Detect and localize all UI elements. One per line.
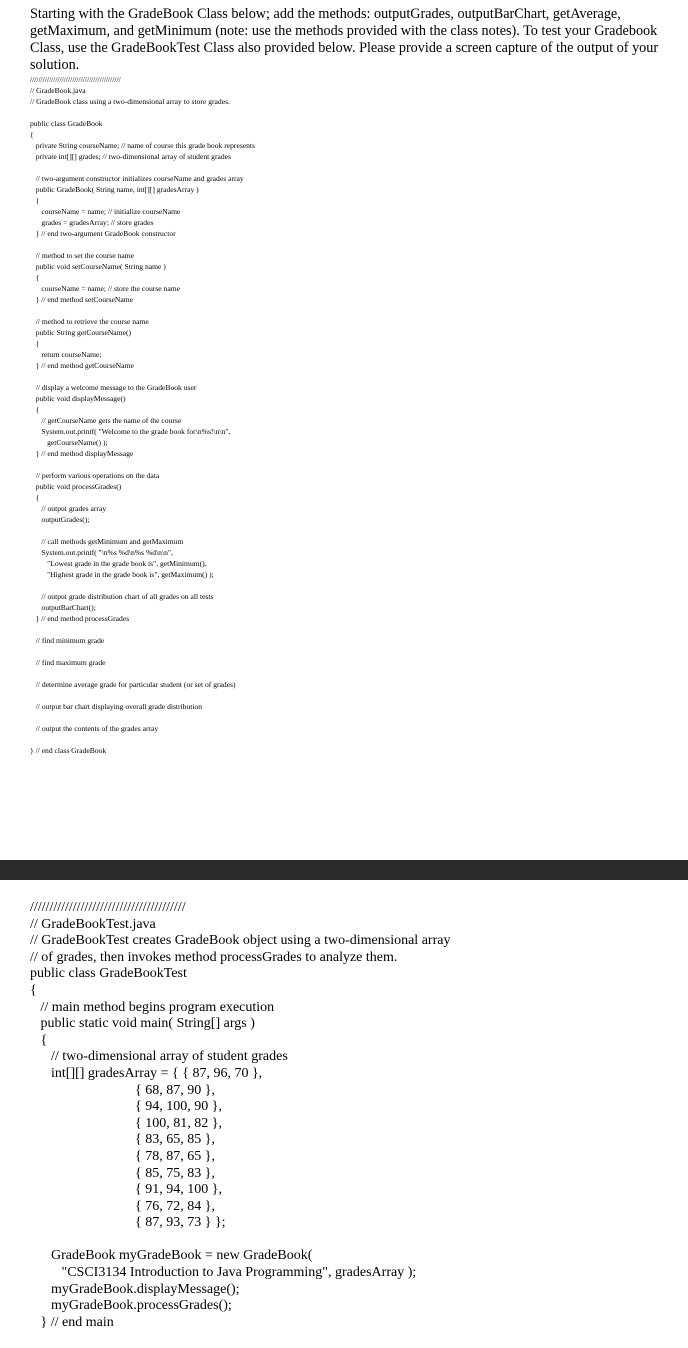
code-line [30,712,255,723]
code-line: { [30,130,34,139]
code-line: // output the contents of the grades array [30,724,159,733]
code-line: "Lowest grade in the grade book is", getMinimum(), [30,559,207,568]
code-line: // GradeBook.java [30,86,86,95]
code-line: public String getCourseName() [30,328,132,337]
code-line: System.out.printf( "\n%s %d\n%s %d\n\n", [30,548,173,557]
code-line [30,305,255,316]
code-line: // GradeBookTest creates GradeBook object using a two-dimensional array [30,933,451,949]
code-line: grades = gradesArray; // store grades [30,218,154,227]
code-line: { 68, 87, 90 }, [30,1082,215,1098]
code-line: public void processGrades() [30,482,122,491]
code-line [30,239,255,250]
code-line: { 91, 94, 100 }, [30,1182,222,1198]
code-line: { [30,196,40,205]
code-line: { [30,493,40,502]
code-line [30,668,255,679]
code-line: getCourseName() ); [30,438,108,447]
code-line: int[][] gradesArray = { { 87, 96, 70 }, [30,1065,263,1081]
code-line: // output bar chart displaying overall grade distribution [30,702,203,711]
code-line [30,690,255,701]
code-line: public class GradeBook [30,119,103,128]
code-line: // find minimum grade [30,636,105,645]
code-line: } // end method setCourseName [30,295,133,304]
code-line: // call methods getMinimum and getMaximum [30,537,184,546]
code-line: myGradeBook.processGrades(); [30,1298,232,1314]
code-line: { 100, 81, 82 }, [30,1115,222,1131]
assignment-instructions: Starting with the GradeBook Class below; add the methods: outputGrades, outputBarChart, getAverage, getMaximum, and getMinimum (note: use the methods provided with the class notes). To test your Gradebook Class, use the GradeBookTest Class also provided below. Please provide a screen capture of the output of your solution. [30,6,659,73]
code-line: // output grade distribution chart of all grades on all tests [30,592,214,601]
code-line: } // end class GradeBook [30,746,107,755]
code-line: // determine average grade for particular student (or set of grades) [30,680,236,689]
code-line: private String courseName; // name of course this grade book represents [30,141,256,150]
code-line [30,459,255,470]
code-line: return courseName; [30,350,102,359]
code-line: { 85, 75, 83 }, [30,1165,215,1181]
code-line: courseName = name; // initialize courseName [30,207,181,216]
code-line: private int[][] grades; // two-dimensional array of student grades [30,152,231,161]
code-line: { [30,273,40,282]
code-line [30,580,255,591]
code-line [30,525,255,536]
code-line: // GradeBookTest.java [30,916,156,932]
code-line: { [30,339,40,348]
code-line: //////////////////////////////////////// [30,900,186,915]
code-line [30,107,255,118]
code-line: System.out.printf( "Welcome to the grade book for\n%s!\n\n", [30,427,231,436]
code-line: // two-dimensional array of student grades [30,1049,288,1065]
code-line: { 78, 87, 65 }, [30,1148,215,1164]
code-line: public void setCourseName( String name ) [30,262,166,271]
code-line: } // end method displayMessage [30,449,134,458]
code-line: public void displayMessage() [30,394,126,403]
code-line: // GradeBook class using a two-dimensional array to store grades. [30,97,230,106]
code-line: // method to set the course name [30,251,134,260]
code-line: // display a welcome message to the GradeBook user [30,383,197,392]
code-line: { 83, 65, 85 }, [30,1132,215,1148]
code-line: public class GradeBookTest [30,966,187,982]
code-line: outputGrades(); [30,515,90,524]
code-line [30,371,255,382]
code-line: // method to retrieve the course name [30,317,149,326]
code-line: "CSCI3134 Introduction to Java Programming", gradesArray ); [30,1265,417,1281]
code-line: // find maximum grade [30,658,106,667]
code-line: } // end main [30,1314,114,1330]
code-line: { [30,982,37,998]
code-line [30,734,255,745]
code-line: } // end method processGrades [30,614,130,623]
code-line: // two-argument constructor initializes courseName and grades array [30,174,244,183]
code-line [30,646,255,657]
code-line [30,624,255,635]
code-line: // main method begins program execution [30,999,275,1015]
code-line: GradeBook myGradeBook = new GradeBook( [30,1248,313,1264]
code-line: { 76, 72, 84 }, [30,1198,215,1214]
code-line: { [30,405,40,414]
code-line: myGradeBook.displayMessage(); [30,1281,240,1297]
code-line: "Highest grade in the grade book is", getMaximum() ); [30,570,214,579]
code-line: outputBarChart(); [30,603,96,612]
code-line: public static void main( String[] args ) [30,1016,255,1032]
code-line: courseName = name; // store the course name [30,284,180,293]
code-line: // getCourseName gets the name of the course [30,416,182,425]
code-line: public GradeBook( String name, int[][] gradesArray ) [30,185,199,194]
code-line [30,162,255,173]
code-line: { 87, 93, 73 } }; [30,1215,226,1231]
code-line [30,1232,450,1249]
code-line: } // end two-argument GradeBook constructor [30,229,176,238]
code-line: } // end method getCourseName [30,361,134,370]
code-line: { 94, 100, 90 }, [30,1099,222,1115]
code-line: // of grades, then invokes method processGrades to analyze them. [30,949,398,965]
page-separator [0,860,688,880]
code-line: // output grades array [30,504,107,513]
code-line: /////////////////////////////////////////// [30,75,121,84]
gradebook-code-listing [30,74,255,756]
code-line: { [30,1032,48,1048]
code-line: // perform various operations on the data [30,471,160,480]
gradebook-test-code-listing [30,900,450,1331]
document-page-2 [0,880,688,1348]
